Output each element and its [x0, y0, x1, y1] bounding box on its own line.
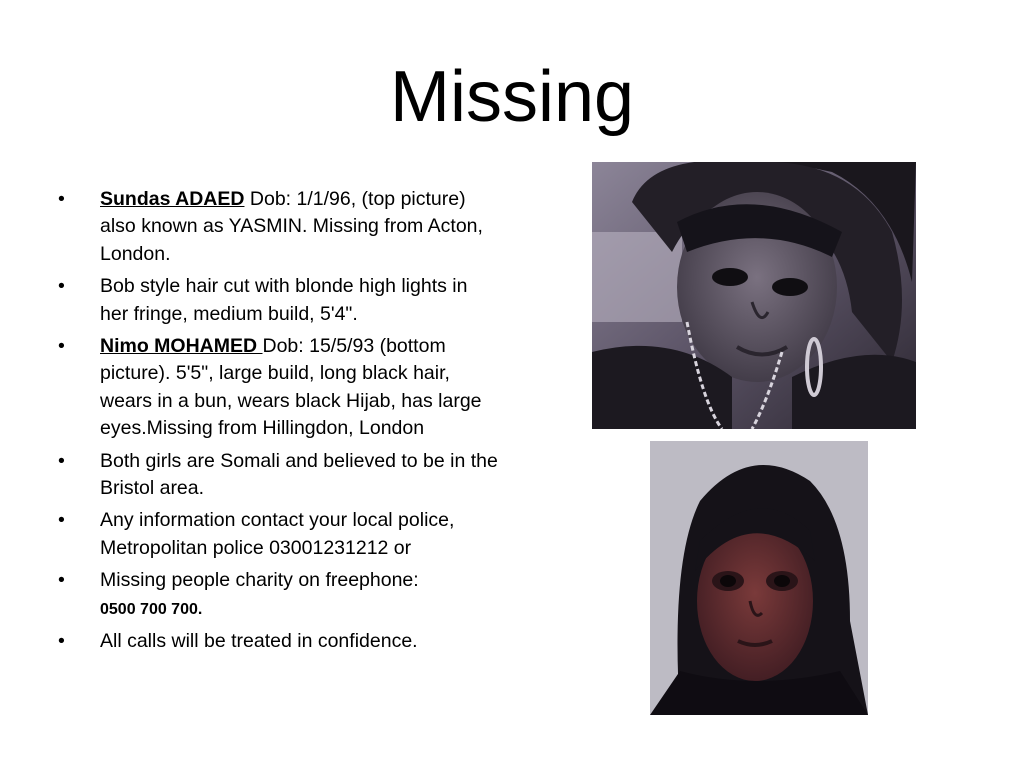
person-name-nimo: Nimo MOHAMED	[100, 335, 263, 358]
bullet-text: Any information contact your local police, Metropolitan police 03001231212 or	[100, 509, 455, 559]
bullet-text: Missing people charity on freephone:	[100, 569, 419, 592]
photo-sundas	[592, 162, 916, 429]
bullet-item-nimo	[58, 333, 498, 443]
bullet-item-police	[58, 507, 498, 562]
charity-phone-number: 0500 700 700.	[100, 600, 203, 618]
bullet-item-bristol	[58, 448, 498, 503]
bullet-icon: •	[58, 275, 65, 298]
bullet-icon: •	[58, 188, 65, 210]
bullet-text: All calls will be treated in confidence.	[100, 630, 418, 653]
bullet-item-confidence	[58, 628, 498, 655]
bullet-item-charity	[58, 567, 498, 623]
bullet-icon: •	[58, 335, 65, 358]
bullet-item-sundas	[58, 186, 498, 268]
person-name-sundas: Sundas ADAED	[100, 188, 245, 210]
details-bullet-list	[58, 186, 498, 661]
bullet-icon: •	[58, 449, 65, 472]
portrait-nimo-image	[650, 441, 868, 715]
bullet-item-hair	[58, 273, 498, 328]
bullet-text: Both girls are Somali and believed to be in the Bristol area.	[100, 449, 498, 500]
bullet-icon: •	[58, 509, 65, 532]
bullet-icon: •	[58, 630, 65, 653]
bullet-text: Dob: 15/5/93 (bottom picture). 5'5", large build, long black hair, wears in a bun, wears black Hijab, has large eyes.Missing from Hillingdon, London	[100, 335, 482, 440]
slide-title: Missing	[389, 57, 635, 137]
portrait-sundas-image	[592, 162, 916, 429]
bullet-text: Bob style hair cut with blonde high lights in her fringe, medium build, 5'4".	[100, 275, 468, 325]
bullet-text: Dob: 1/1/96, (top picture) also known as YASMIN. Missing from Acton, London.	[100, 188, 483, 265]
photo-nimo	[650, 441, 868, 715]
bullet-icon: •	[58, 569, 65, 592]
